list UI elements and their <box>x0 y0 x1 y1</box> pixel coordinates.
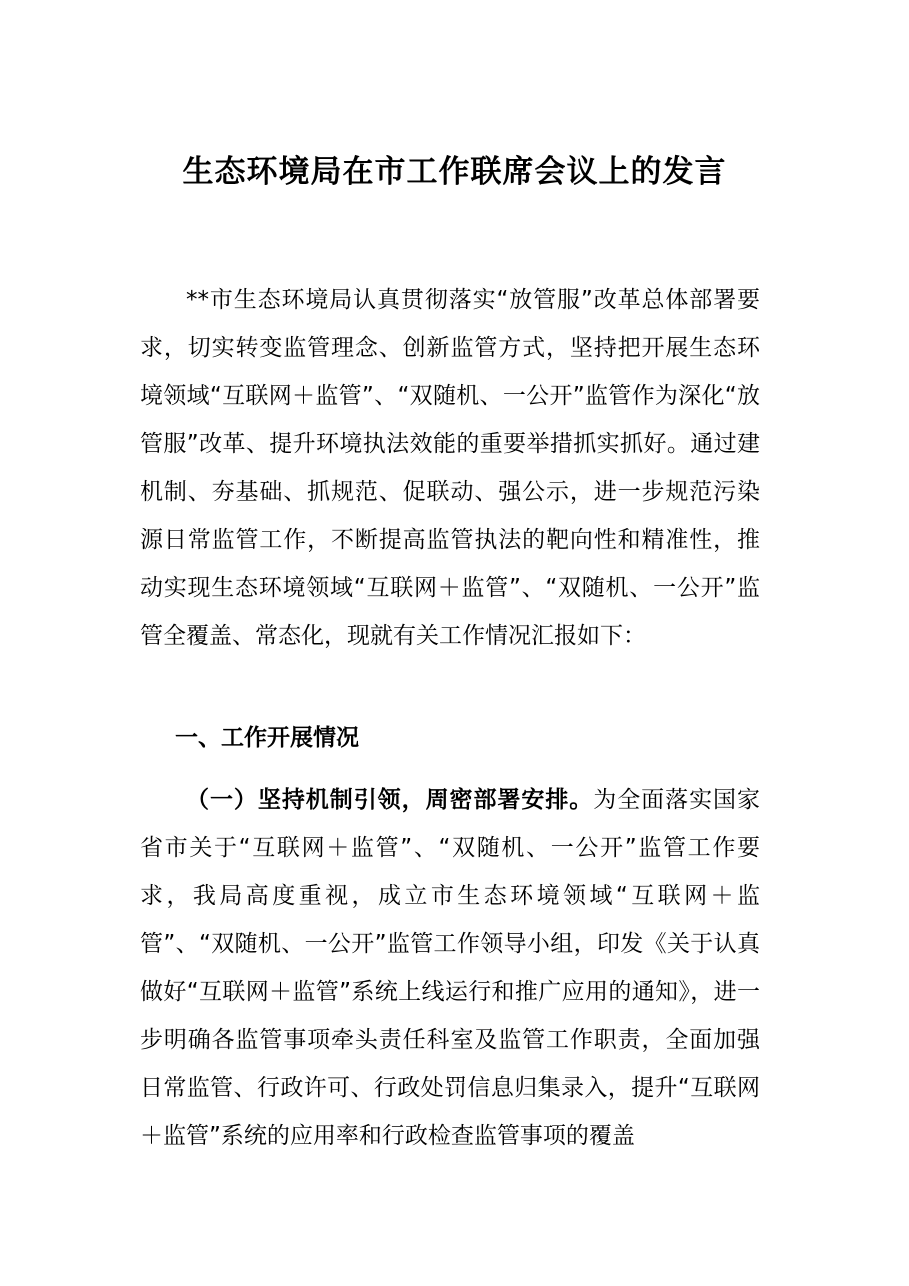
section-heading-work-status: 一、工作开展情况 <box>175 725 359 751</box>
subsection-lead: （一）坚持机制引领，周密部署安排。 <box>186 787 594 813</box>
intro-paragraph: **市生态环境局认真贯彻落实“放管服”改革总体部署要求，切实转变监管理念、创新监管方式，坚持把开展生态环境领域“互联网＋监管”、“双随机、一公开”监管作为深化“放管服”改革、提升环境执法效能的重要举措抓实抓好。通过建机制、夯基础、抓规范、促联动、强公示，进一步规范污染源日常监管工作，不断提高监管执法的靶向性和精准性，推动实现生态环境领域“互联网＋监管”、“双随机、一公开”监管全覆盖、常态化，现就有关工作情况汇报如下： <box>140 287 760 649</box>
subsection-body: 为全面落实国家省市关于“互联网＋监管”、“双随机、一公开”监管工作要求，我局高度重视，成立市生态环境领域“互联网＋监管”、“双随机、一公开”监管工作领导小组，印发《关于认真做好“互联网＋监管”系统上线运行和推广应用的通知》，进一步明确各监管事项牵头责任科室及监管工作职责，全面加强日常监管、行政许可、行政处罚信息归集录入，提升“互联网＋监管”系统的应用率和行政检查监管事项的覆盖 <box>140 787 761 1149</box>
document-title: 生态环境局在市工作联席会议上的发言 <box>182 154 727 190</box>
section-paragraph-mechanism <box>140 776 760 1160</box>
